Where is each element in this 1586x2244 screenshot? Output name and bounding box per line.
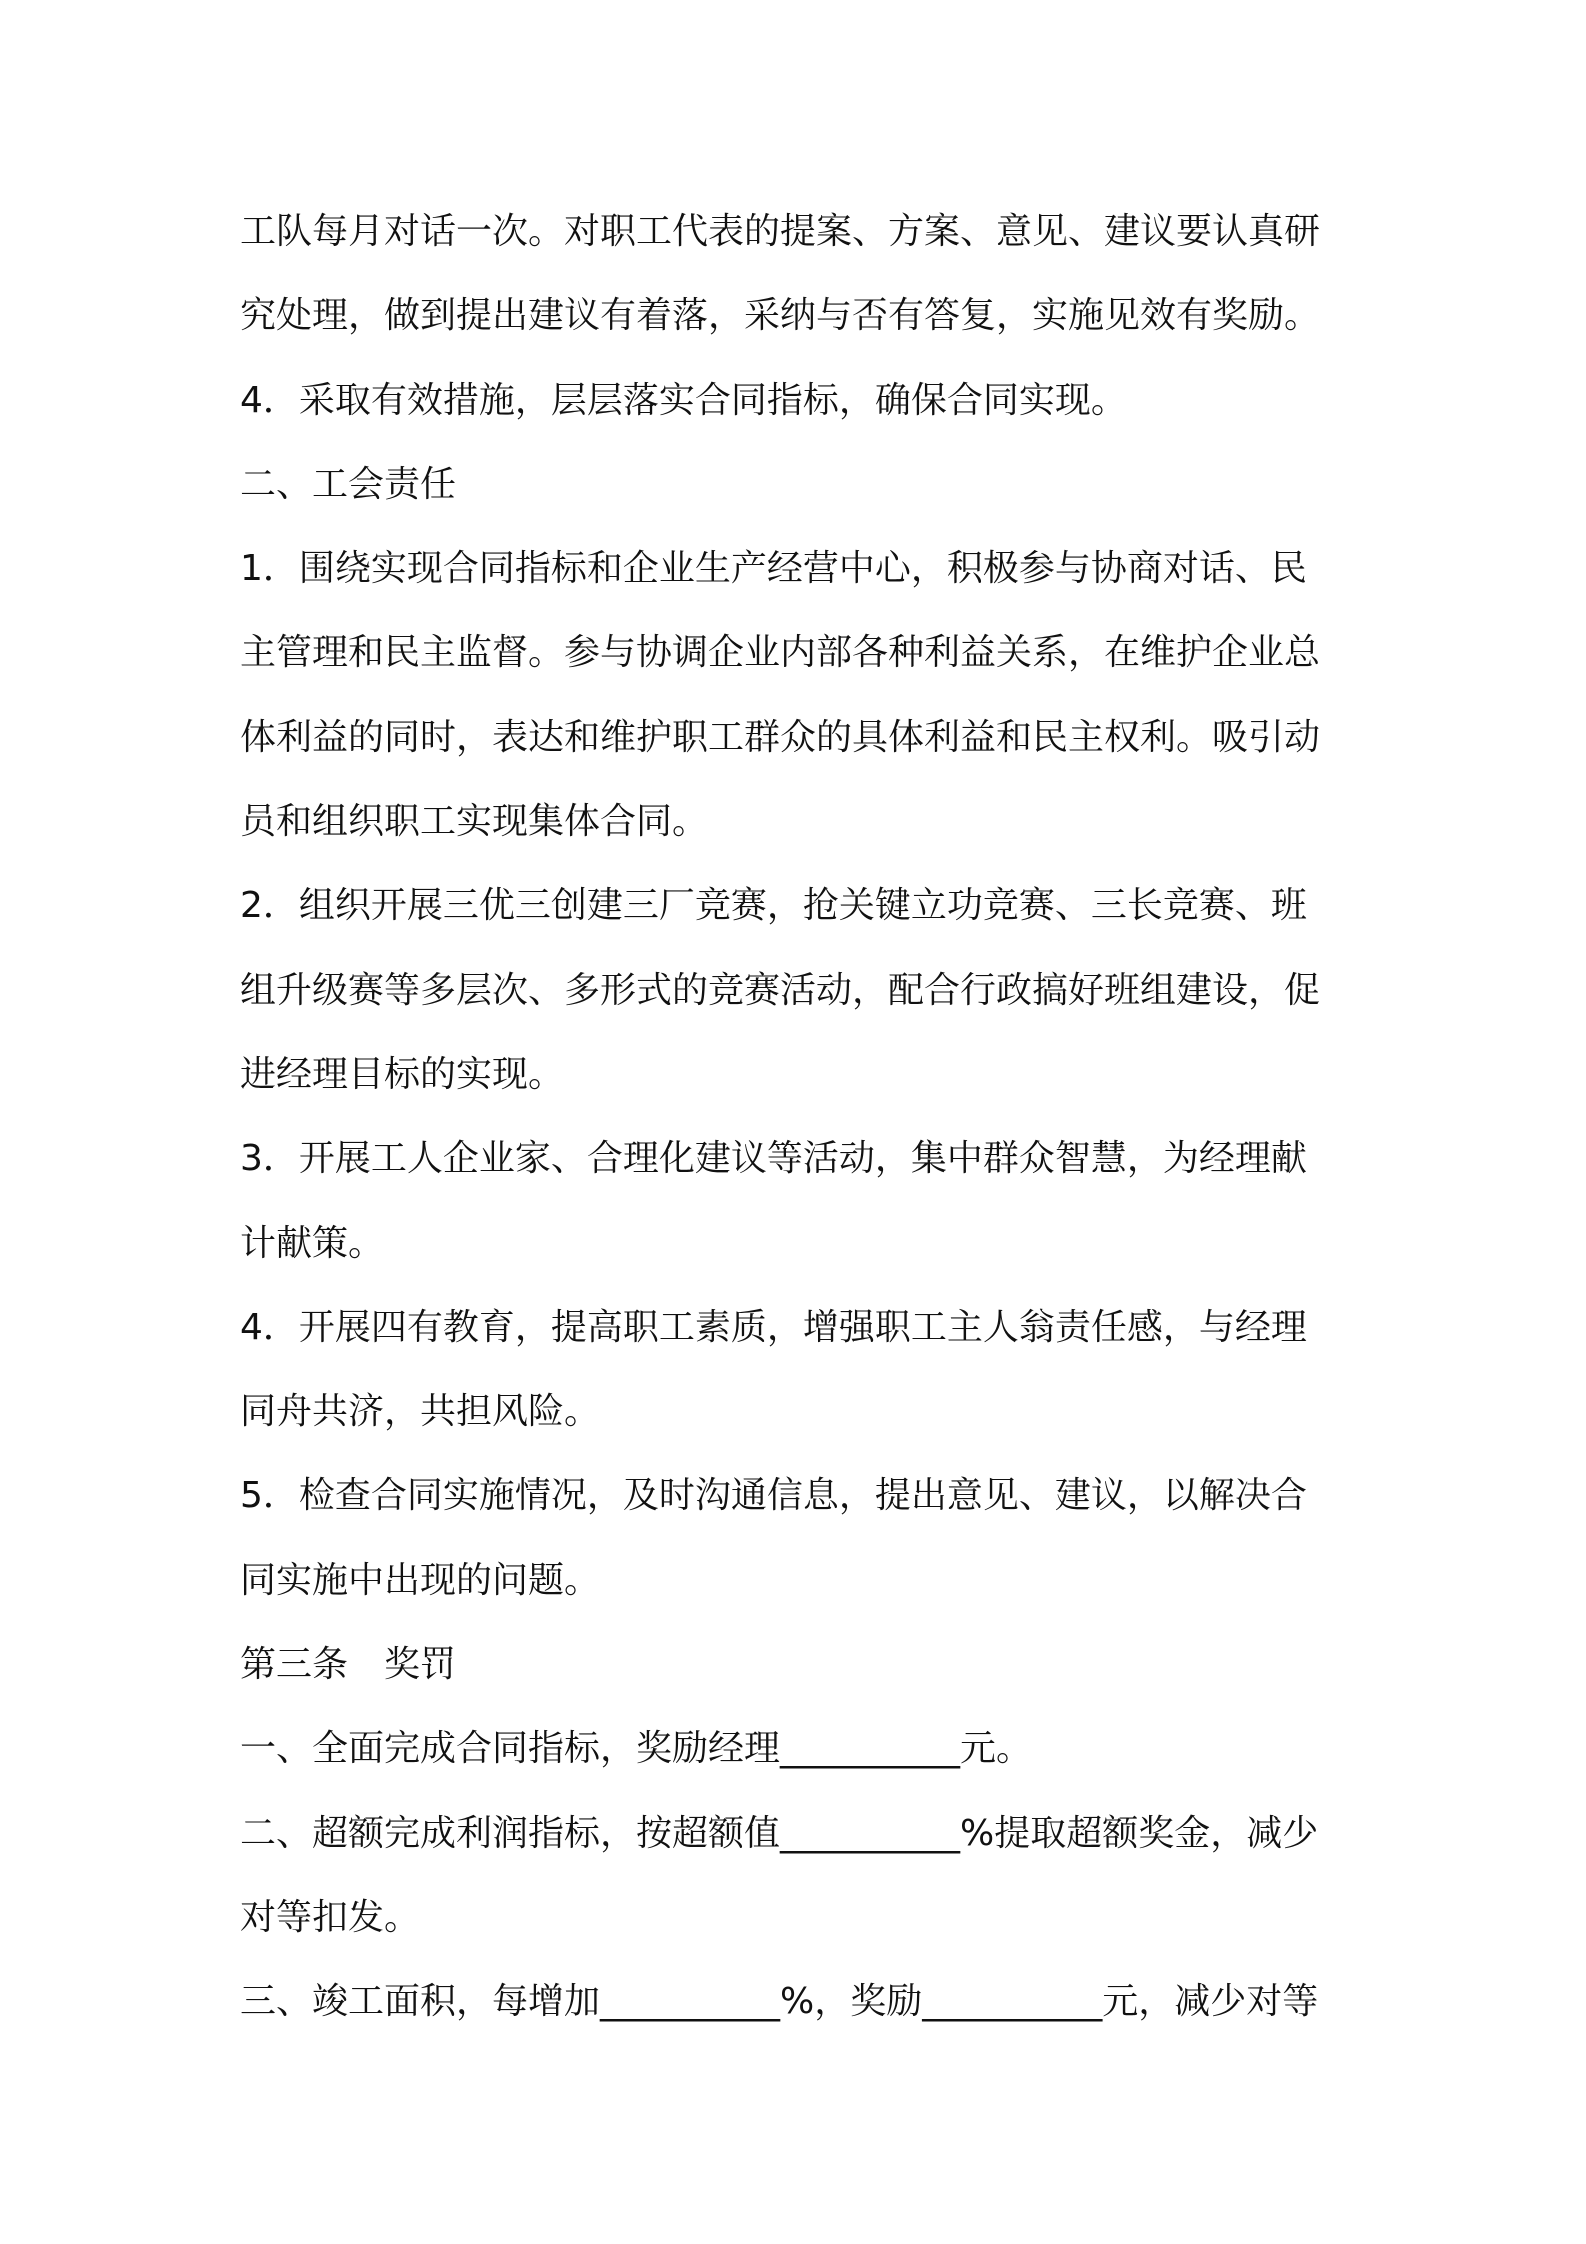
- text-line: 对等扣发。: [240, 1896, 421, 1938]
- text-line: 同舟共济，共担风险。: [240, 1391, 601, 1433]
- text-line: 4．开展四有教育，提高职工素质，增强职工主人翁责任感，与经理: [240, 1306, 1307, 1348]
- text-line: 进经理目标的实现。: [240, 1053, 565, 1095]
- text-line: 工队每月对话一次。对职工代表的提案、方案、意见、建议要认真研: [240, 211, 1321, 252]
- text-line: 一、全面完成合同指标，奖励经理__________元。: [240, 1728, 1033, 1770]
- article-heading: 第三条 奖罚: [240, 1644, 457, 1686]
- text-line: 主管理和民主监督。参与协调企业内部各种利益关系，在维护企业总: [240, 632, 1321, 674]
- text-line: 三、竣工面积，每增加__________%，奖励__________元，减少对等: [240, 1981, 1319, 2023]
- text-line: 计献策。: [240, 1222, 385, 1264]
- text-line: 组升级赛等多层次、多形式的竞赛活动，配合行政搞好班组建设，促: [240, 969, 1321, 1011]
- text-line: 体利益的同时，表达和维护职工群众的具体利益和民主权利。吸引动: [240, 716, 1321, 758]
- text-line: 同实施中出现的问题。: [240, 1559, 601, 1601]
- text-line: 4．采取有效措施，层层落实合同指标，确保合同实现。: [240, 379, 1127, 421]
- text-line: 究处理，做到提出建议有着落，采纳与否有答复，实施见效有奖励。: [240, 295, 1321, 337]
- text-line: 2．组织开展三优三创建三厂竞赛，抢关键立功竞赛、三长竞赛、班: [240, 885, 1307, 927]
- text-line: 5．检查合同实施情况，及时沟通信息，提出意见、建议，以解决合: [240, 1475, 1307, 1517]
- section-heading: 二、工会责任: [240, 463, 457, 505]
- text-line: 1．围绕实现合同指标和企业生产经营中心，积极参与协商对话、民: [240, 548, 1307, 590]
- text-line: 员和组织职工实现集体合同。: [240, 801, 709, 843]
- text-line: 3．开展工人企业家、合理化建议等活动，集中群众智慧，为经理献: [240, 1138, 1307, 1180]
- document-body: [240, 190, 1360, 2045]
- text-line: 二、超额完成利润指标，按超额值__________%提取超额奖金，减少: [240, 1812, 1319, 1854]
